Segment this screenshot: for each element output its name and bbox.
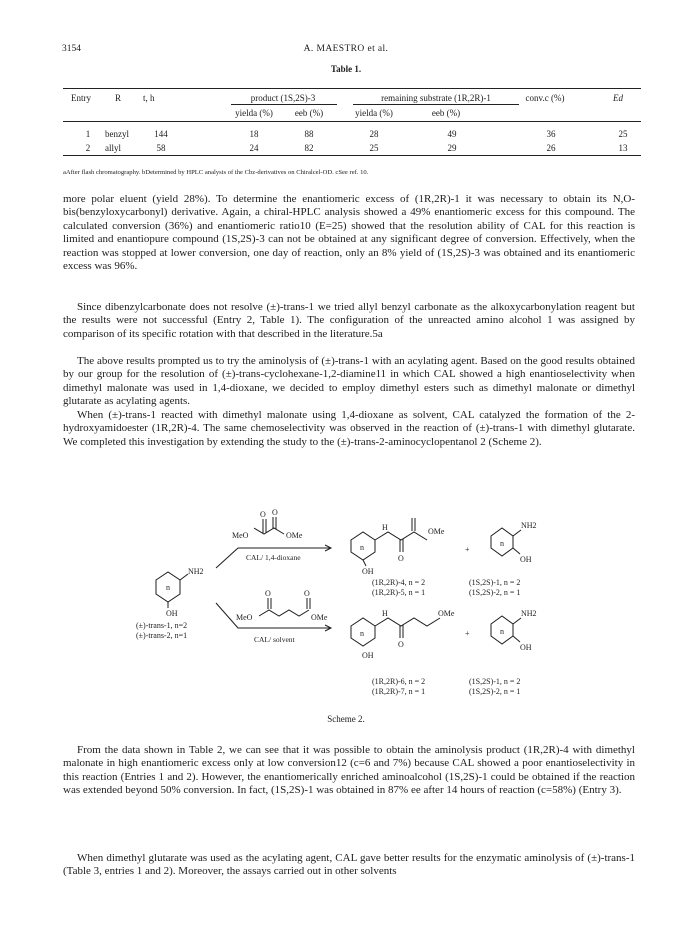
paragraph: Since dibenzylcarbonate does not resolve (±)-trans-1 we tried allyl benzyl carbonate as the alkoxycarbonylation reagent but the results were not successful (Entry 2, Table 1). The configuration of the unreacted amino alcohol 1 was assigned by comparison of its specific rotation with that described in the literature.5a [63,301,635,340]
oh-label: OH [362,651,374,660]
cell-ee-product: 82 [304,143,314,153]
table-caption: Table 1. [330,64,362,74]
dimethyl-malonate-structure [254,517,284,534]
amidoester-structure-top [351,518,427,566]
cell-yield-remaining: 25 [369,143,379,153]
cell-yield-product: 24 [249,143,259,153]
col-header-time: t, h [143,93,155,103]
oxo-label: O [272,508,278,517]
table-footnote: aAfter flash chromatography. bDetermined by HPLC analysis of the Cbz-derivatives on Chiralcel-OD. cSee ref. 10. [63,169,369,176]
oh-label: OH [166,609,178,618]
aminoalcohol-structure-bottom [491,616,521,644]
nh-label: H [382,523,388,532]
conditions-bottom: CAL/ solvent [254,635,295,644]
cell-conversion: 36 [546,129,556,139]
plus-sign: + [465,629,470,638]
dimethyl-glutarate-structure [259,598,310,616]
meo-label: MeO [236,613,253,622]
product-label: (1R,2R)-5, n = 1 [372,588,426,597]
ring-size-label: n [360,543,364,552]
nh2-label: NH2 [188,567,204,576]
oxo-label: O [398,554,404,563]
subheader-ee-product: eeb (%) [294,108,324,118]
cell-e: 25 [618,129,628,139]
table-1 [63,88,641,168]
meo-label: MeO [232,531,249,540]
plus-sign: + [465,545,470,554]
subheader-yield-remaining: yielda (%) [355,108,393,118]
product-label: (1R,2R)-4, n = 2 [372,578,426,587]
product-label: (1S,2S)-1, n = 2 [469,677,521,686]
remaining-span-rule [353,104,519,105]
paragraph: When dimethyl glutarate was used as the acylating agent, CAL gave better results for the enzymatic aminolysis of (±)-trans-1 (Table 3, entries 1 and 2). Moreover, the assays carried out in other solvents [63,852,635,878]
cell-time: 58 [156,143,166,153]
cell-ee-product: 88 [304,129,314,139]
product-label: (1R,2R)-7, n = 1 [372,687,426,696]
nh2-label: NH2 [521,609,537,618]
oh-label: OH [362,567,374,576]
cell-entry: 1 [85,129,91,139]
col-header-remaining: remaining substrate (1R,2R)-1 [381,93,491,103]
product-label: (1R,2R)-6, n = 2 [372,677,426,686]
cell-yield-product: 18 [249,129,259,139]
product-label: (1S,2S)-2, n = 1 [469,687,521,696]
oxo-label: O [260,510,266,519]
nh-label: H [382,609,388,618]
conditions-top: CAL/ 1,4-dioxane [246,553,301,562]
ome-label: OMe [428,527,445,536]
amidoester-structure-bottom [351,618,440,646]
col-header-e: Ed [613,93,623,103]
cell-ee-remaining: 29 [447,143,457,153]
table-top-rule [63,88,641,89]
substrate-structure [156,572,188,608]
running-header: A. MAESTRO et al. [303,44,389,54]
scheme-caption: Scheme 2. [327,714,365,724]
nh2-label: NH2 [521,521,537,530]
col-header-entry: Entry [71,93,91,103]
paragraph: more polar eluent (yield 28%). To determine the enantiomeric excess of (1R,2R)-1 it was necessary to obtain its N,O-bis(benzyloxycarbonyl) derivative. Again, a chiral-HPLC analysis showed a 49% enantiomeric excess for this compound. The calculated conversion (36%) and enantiomeric ratio10 (E=25) showed that the resolution ability of CAL for this reaction is limited and enantiopure compound (1S,2S)-3 can not be obtained at any significant degree of conversion. Effectively, when the reaction was stopped at lower conversion, one day of reaction, only an 8% yield of (1S,2S)-3 was obtained and its enantiomeric excess was 96%. [63,193,635,273]
cell-ee-remaining: 49 [447,129,457,139]
product-label: (1S,2S)-2, n = 1 [469,588,521,597]
cell-time: 144 [154,129,168,139]
oh-label: OH [520,643,532,652]
scheme-2-diagram [136,508,566,710]
product-span-rule [231,104,337,105]
paragraph: The above results prompted us to try the aminolysis of (±)-trans-1 with an acylating agent. Based on the good results obtained by our group for the resolution of (±)-trans-cyclohexane-1,2-diamine11 in which CAL showed a high enantioselectivity when dimethyl malonate was used in 1,4-dioxane, we decided to employ dimethyl esters such as dimethyl malonate or dimethyl glutarate as acylating agents. [63,355,635,408]
cell-r: benzyl [105,129,129,139]
paragraph: When (±)-trans-1 reacted with dimethyl malonate using 1,4-dioxane as solvent, CAL catalyzed the formation of the 2-hydroxyamidoester (1R,2R)-4. The same chemoselectivity was observed in the reaction of (±)-trans-1 with dimethyl glutarate. We completed this investigation by extending the study to the (±)-trans-2-aminocyclopentanol 2 (Scheme 2). [63,409,635,448]
cell-r: allyl [105,143,121,153]
substrate-label: (±)-trans-1, n=2 [136,621,188,630]
ring-size-label: n [360,629,364,638]
cell-conversion: 26 [546,143,556,153]
ring-size-label: n [166,583,170,592]
oxo-label: O [304,589,310,598]
ring-size-label: n [500,539,504,548]
substrate-label: (±)-trans-2, n=1 [136,631,188,640]
ring-size-label: n [500,627,504,636]
cell-entry: 2 [85,143,91,153]
page-number: 3154 [62,44,81,54]
col-header-product: product (1S,2S)-3 [250,93,316,103]
table-bottom-rule [63,155,641,156]
product-label: (1S,2S)-1, n = 2 [469,578,521,587]
paragraph: From the data shown in Table 2, we can see that it was possible to obtain the aminolysis product (1R,2R)-4 with dimethyl malonate in high enantiomeric excess only at low conversion12 (c=6 and 7%) because CAL showed a poor enantioselectivity in this reaction (Entries 1 and 2). However, the enantiomerically enriched aminoalcohol (1S,2S)-1 could be obtained if the reaction was extended beyond 50% conversion. In fact, (1S,2S)-1 was obtained in 87% ee after 14 hours of reaction (c=58%) (Entry 3). [63,744,635,797]
subheader-yield-product: yielda (%) [235,108,273,118]
table-header-rule [63,121,641,122]
cell-yield-remaining: 28 [369,129,379,139]
ome-label: OMe [286,531,303,540]
col-header-r: R [115,93,122,103]
oxo-label: O [265,589,271,598]
col-header-conversion: conv.c (%) [525,93,565,103]
ome-label: OMe [438,609,455,618]
cell-e: 13 [618,143,628,153]
aminoalcohol-structure-top [491,528,521,556]
oh-label: OH [520,555,532,564]
subheader-ee-remaining: eeb (%) [431,108,461,118]
ome-label: OMe [311,613,328,622]
oxo-label: O [398,640,404,649]
